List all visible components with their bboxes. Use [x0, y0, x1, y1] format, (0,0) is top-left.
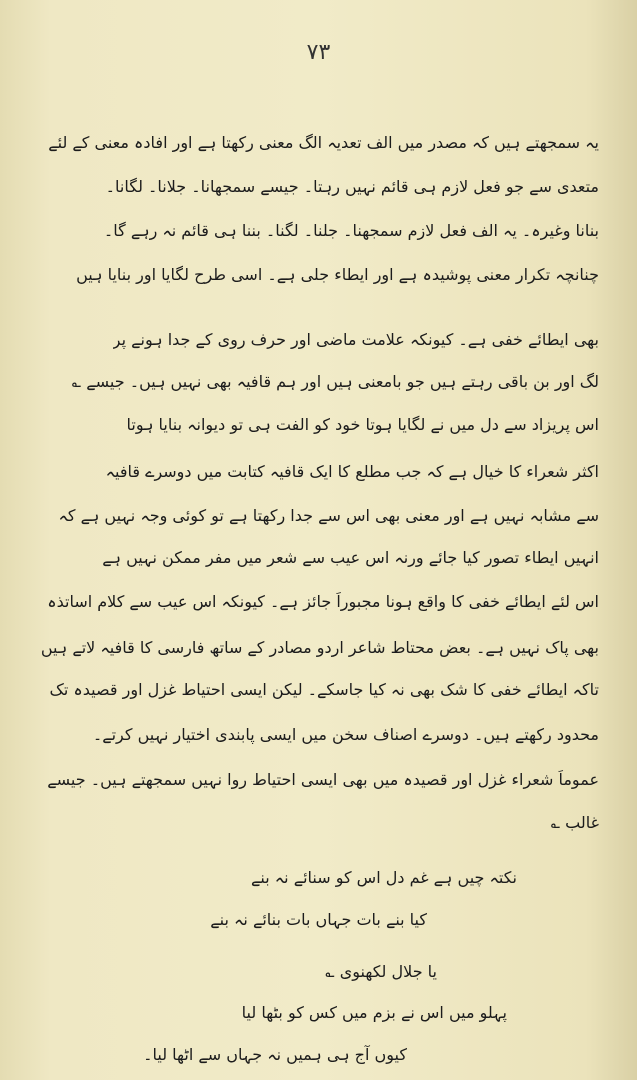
- text-line-13: تاکہ ایطائے خفی کا شک بھی نہ کیا جاسکے۔ لیکن ایسی احتیاط غزل اور قصیدہ تک: [49, 680, 599, 699]
- verse-line-3: پہلو میں اس نے بزم میں کس کو بٹھا لیا: [241, 1003, 507, 1022]
- text-line-7: اس پریزاد سے دل میں نے لگایا ہوتا خود کو الفت ہی تو دیوانہ بنایا ہوتا: [126, 415, 599, 434]
- verse-line-1: نکتہ چیں ہے غم دل اس کو سنائے نہ بنے: [251, 868, 517, 887]
- text-line-6: لگ اور بن باقی رہتے ہیں جو بامعنی ہیں اور ہم قافیہ بھی نہیں ہیں۔ جیسے ؎: [71, 372, 599, 391]
- page-number: ۷۳: [306, 40, 331, 65]
- text-line-9: سے مشابہ نہیں ہے اور معنی بھی اس سے جدا رکھتا ہے تو کوئی وجہ نہیں ہے کہ: [58, 506, 599, 525]
- text-line-8: اکثر شعراء کا خیال ہے کہ جب مطلع کا ایک قافیہ کتابت میں دوسرے قافیہ: [105, 462, 599, 481]
- text-line-16: غالب ؎: [550, 813, 599, 832]
- text-line-2: متعدی سے جو فعل لازم ہی قائم نہیں رہتا۔ جیسے سمجھانا۔ جلانا۔ لگانا۔: [105, 177, 599, 196]
- verse-attribution: یا جلال لکھنوی ؎: [325, 962, 437, 981]
- text-line-4: چنانچہ تکرار معنی پوشیدہ ہے اور ایطاء جلی ہے۔ اسی طرح لگایا اور بنایا ہیں: [76, 265, 599, 284]
- text-line-14: محدود رکھتے ہیں۔ دوسرے اصناف سخن میں ایسی پابندی اختیار نہیں کرتے۔: [92, 725, 599, 744]
- text-line-12: بھی پاک نہیں ہے۔ بعض محتاط شاعر اردو مصادر کے ساتھ فارسی کا قافیہ لاتے ہیں: [40, 638, 599, 657]
- text-line-11: اس لئے ایطائے خفی کا واقع ہونا مجبوراً جائز ہے۔ کیونکہ اس عیب سے کلام اساتذہ: [47, 592, 599, 611]
- verse-line-4: کیوں آج ہی ہمیں نہ جہاں سے اٹھا لیا۔: [143, 1045, 407, 1064]
- text-line-1: یہ سمجھتے ہیں کہ مصدر میں الف تعدیہ الگ معنی رکھتا ہے اور افادہ معنی کے لئے: [48, 133, 599, 152]
- text-line-5: بھی ایطائے خفی ہے۔ کیونکہ علامت ماضی اور حرف روی کے جدا ہونے پر: [112, 330, 599, 349]
- text-line-15: عموماً شعراء غزل اور قصیدہ میں بھی ایسی احتیاط روا نہیں سمجھتے ہیں۔ جیسے: [47, 770, 599, 789]
- text-line-3: بنانا وغیرہ۔ یہ الف فعل لازم سمجھنا۔ جلنا۔ لگنا۔ بننا ہی قائم نہ رہے گا۔: [103, 221, 599, 240]
- text-line-10: انہیں ایطاء تصور کیا جائے ورنہ اس عیب سے شعر میں مفر ممکن نہیں ہے: [102, 548, 599, 567]
- verse-line-2: کیا بنے بات جہاں بات بنائے نہ بنے: [210, 910, 427, 929]
